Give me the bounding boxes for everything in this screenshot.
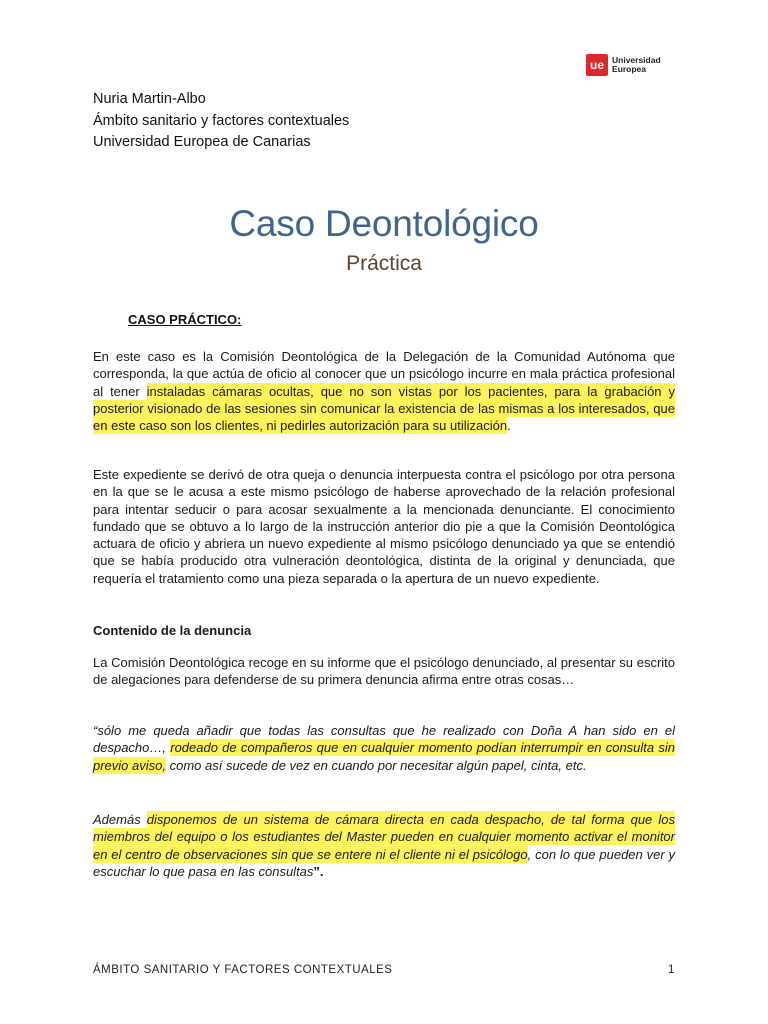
paragraph-commission-report: La Comisión Deontológica recoge en su informe que el psicólogo denunciado, al presentar su escrito de alegaciones para defenderse de su primera denuncia afirma entre otras cosas… [93, 655, 675, 688]
author-block [93, 89, 349, 154]
paragraph-text: . [507, 418, 511, 434]
highlighted-text: instaladas cámaras ocultas, que no son vistas por los pacientes, para la grabación y posterior visionado de las sesiones sin comunicar la existencia de las mismas a los interesados, que en este caso son los clientes, ni pedirles autorización para su utilización [93, 383, 675, 434]
footer-course-title: ÁMBITO SANITARIO Y FACTORES CONTEXTUALES [93, 964, 393, 976]
page-number: 1 [668, 964, 675, 976]
document-subtitle: Práctica [346, 252, 422, 275]
paragraph-text: En este caso es la Comisión Deontológica de la Delegación de la Comunidad Autónoma que corresponda, la que actúa de oficio al conocer que un psicólogo incurre en mala práctica profesional al tener [93, 349, 675, 399]
quote-text: como así sucede de vez en cuando por necesitar algún papel, cinta, etc. [165, 757, 587, 773]
quote-paragraph-2 [93, 811, 675, 880]
university-name: Universidad Europea de Canarias [93, 134, 311, 150]
logo-text-line2: Europea [612, 64, 647, 74]
quote-closing: ”. [313, 863, 324, 879]
paragraph-intro [93, 348, 675, 434]
highlighted-quote-text: disponemos de un sistema de cámara directa en cada despacho, de tal forma que los miembros del equipo o los estudiantes del Master pueden en cualquier momento activar el monitor en el centro de observaciones sin que se entere ni el cliente ni el psicólogo [93, 812, 675, 862]
logo-text [612, 56, 661, 74]
university-logo [586, 54, 661, 76]
logo-mark: ue [586, 54, 608, 76]
course-name: Ámbito sanitario y factores contextuales [93, 112, 350, 129]
highlighted-quote-text: rodeado de compañeros que en cualquier momento podían interrumpir en consulta sin previo aviso, [93, 740, 675, 773]
document-title: Caso Deontológico [229, 203, 539, 244]
logo-text-line1: Universidad [612, 55, 661, 65]
paragraph-background: Este expediente se derivó de otra queja o denuncia interpuesta contra el psicólogo por otra persona en la que se le acusa a este mismo psicólogo de haberse aprovechado de la relación profesional para intentar seducir o para acosar sexualmente a la mencionada denunciante. El conocimiento fundado que se obtuvo a lo largo de la instrucción anterior dio pie a que la Comisión Deontológica actuara de oficio y abriera un nuevo expediente al mismo psicólogo denunciado ya que se entendió que se había producido otra vulneración deontológica, distinta de la original y denunciada, que requería el tratamiento como una pieza separada o la apertura de un nuevo expediente. [93, 467, 675, 586]
section-heading: CASO PRÁCTICO: [128, 312, 242, 327]
quote-text: , con lo que pueden ver y escuchar lo que pasa en las consultas [93, 846, 675, 879]
quote-text: “sólo me queda añadir que todas las consultas que he realizado con Doña A han sido en el despacho…, [93, 723, 675, 756]
author-name: Nuria Martin-Albo [93, 91, 206, 107]
subheading-complaint-content: Contenido de la denuncia [93, 623, 252, 638]
quote-paragraph-1 [93, 722, 675, 774]
quote-text: Además [93, 812, 147, 827]
